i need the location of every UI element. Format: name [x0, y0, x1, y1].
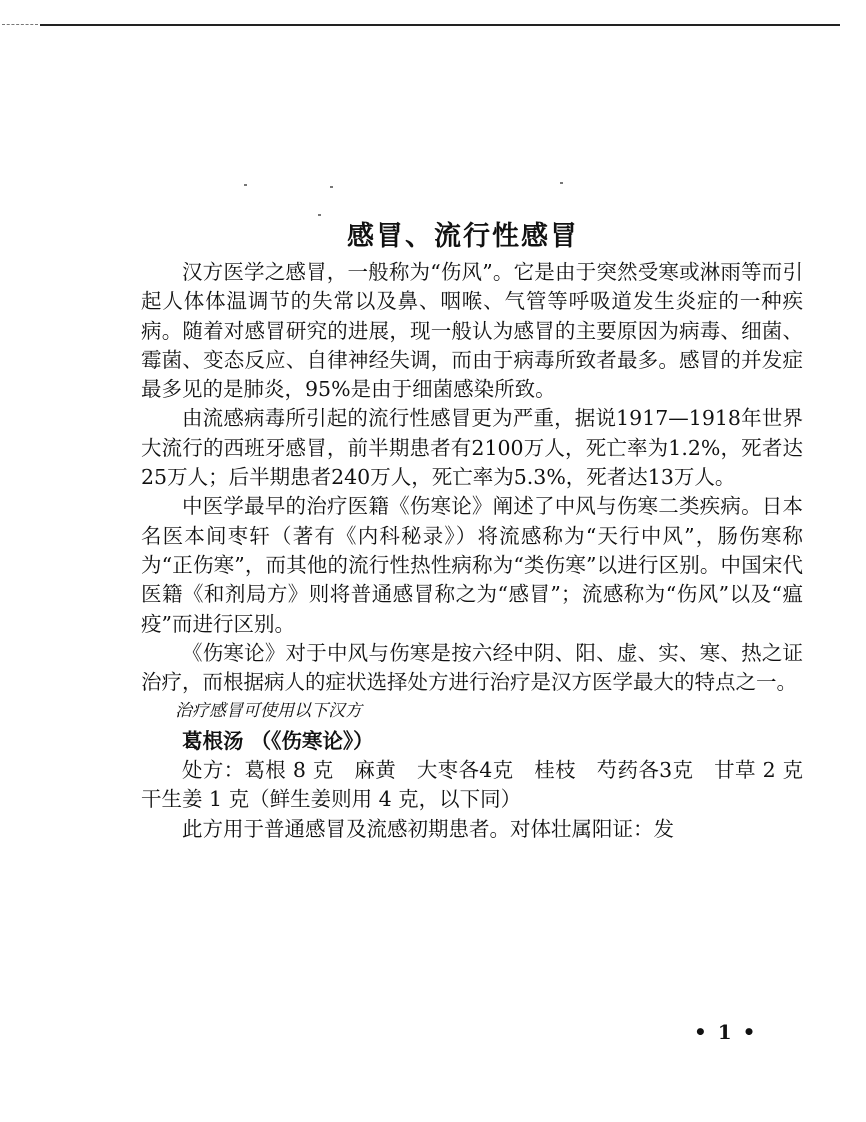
page-title: 感冒、流行性感冒	[347, 221, 579, 253]
paragraph: 汉方医学之感冒，一般称为“伤风”。它是由于突然受寒或淋雨等而引起人体体温调节的失常以及鼻、咽喉、气管等呼吸道发生炎症的一种疾病。随着对感冒研究的进展，现一般认为感冒的主要原因为病毒、细菌、霉菌、变态反应、自律神经失调，而由于病毒所致者最多。感冒的并发症最多见的是肺炎，95%是由于细菌感染所致。	[141, 260, 803, 402]
formula-indication: 此方用于普通感冒及流感初期患者。对体壮属阳证：发	[182, 816, 674, 841]
page-number: • 1 •	[694, 1020, 758, 1044]
top-dashed-line	[2, 24, 38, 25]
scan-speck	[560, 182, 563, 184]
paragraph: 由流感病毒所引起的流行性感冒更为严重，据说1917—1918年世界大流行的西班牙感冒，前半期患者有2100万人，死亡率为1.2%，死者达25万人；后半期患者240万人，死亡率为5.3%，死者达13万人。	[141, 406, 803, 490]
paragraph: 中医学最早的治疗医籍《伤寒论》阐述了中风与伤寒二类疾病。日本名医本间枣轩（著有《内科秘录》）将流感称为“天行中风”，肠伤寒称为“正伤寒”，而其他的流行性热性病称为“类伤寒”以进行区别。中国宋代医籍《和剂局方》则将普通感冒称之为“感冒”；流感称为“伤风”以及“瘟疫”而进行区别。	[141, 494, 803, 636]
scan-speck	[330, 186, 333, 188]
formula-prescription: 处方：葛根 8 克 麻黄 大枣各4克 桂枝 芍药各3克 甘草 2 克 干生姜 1 克（鲜生姜则用 4 克，以下同）	[141, 758, 824, 812]
paragraph: 《伤寒论》对于中风与伤寒是按六经中阴、阳、虚、实、寒、热之证治疗，而根据病人的症状选择处方进行治疗是汉方医学最大的特点之一。	[141, 640, 803, 695]
formula-name: 葛根汤 （《伤寒论》）	[182, 728, 374, 753]
scan-speck	[244, 184, 247, 186]
document-body	[141, 258, 824, 844]
top-rule-line	[40, 24, 840, 26]
formula-intro-note: 治疗感冒可使用以下汉方	[175, 701, 362, 722]
